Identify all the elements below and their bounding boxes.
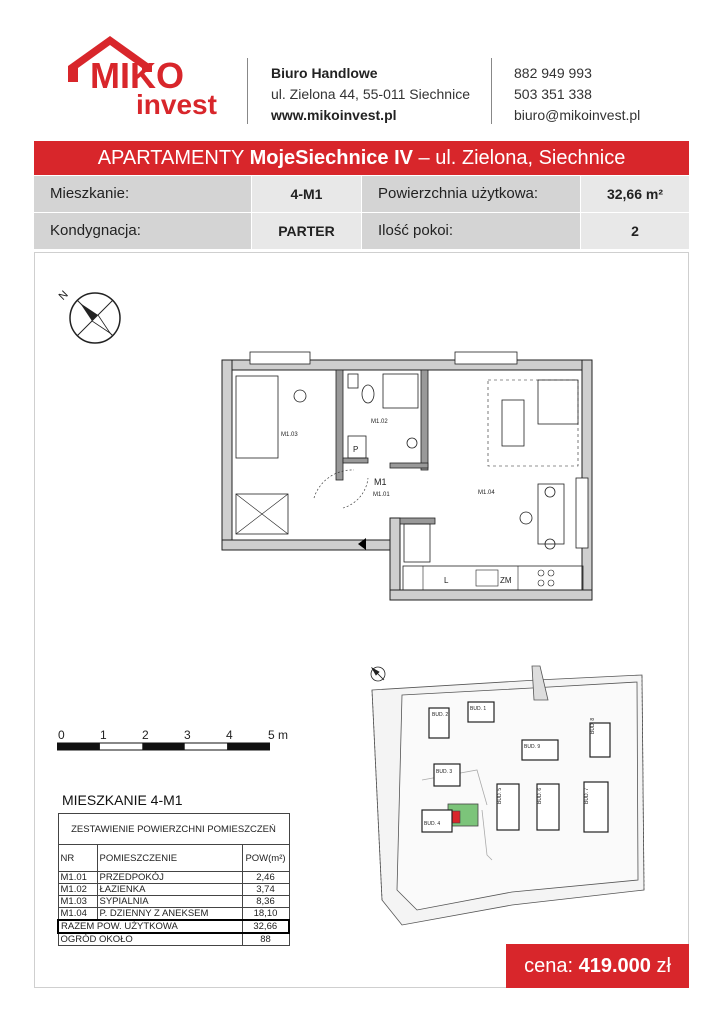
room-label-m1-03: M1.03 xyxy=(281,432,298,438)
info-row-1 xyxy=(34,176,689,212)
total-row xyxy=(58,920,289,933)
compass-icon xyxy=(56,286,126,348)
banner-brand: MojeSiechnice IV xyxy=(249,147,413,169)
building-label: BUD. 9 xyxy=(524,744,541,750)
phone-2[interactable]: 503 351 338 xyxy=(514,86,592,102)
row-nr: M1.01 xyxy=(58,872,97,884)
kitchen-zm-label: ZM xyxy=(500,576,512,585)
col-area: POW(m²) xyxy=(242,845,289,872)
room-label-m1-01: M1.01 xyxy=(373,492,390,498)
row-nr: M1.04 xyxy=(58,908,97,921)
office-contact xyxy=(271,63,470,126)
website-link[interactable]: www.mikoinvest.pl xyxy=(271,107,397,123)
table-row xyxy=(58,872,289,884)
price-value: 419.000 xyxy=(578,955,651,977)
scale-bar xyxy=(57,742,277,752)
total-value: 32,66 xyxy=(242,920,289,933)
table-row xyxy=(58,896,289,908)
building-label: BUD. 1 xyxy=(470,706,487,712)
scale-tick-label: 1 xyxy=(100,728,107,742)
phone-1[interactable]: 882 949 993 xyxy=(514,65,592,81)
kitchen-l-label: L xyxy=(444,576,449,585)
total-label: RAZEM POW. UŻYTKOWA xyxy=(58,920,242,933)
logo-miko-text: MIKO xyxy=(90,55,184,96)
info-row-2 xyxy=(34,213,689,249)
row-area: 8,36 xyxy=(242,896,289,908)
rooms-value: 2 xyxy=(581,213,689,249)
apartment-value: 4-M1 xyxy=(252,176,361,212)
row-nr: M1.02 xyxy=(58,884,97,896)
site-plan xyxy=(362,660,680,935)
row-name: SYPIALNIA xyxy=(97,896,242,908)
scale-tick-label: 2 xyxy=(142,728,149,742)
price-currency: zł xyxy=(650,955,671,977)
row-area: 2,46 xyxy=(242,872,289,884)
scale-tick-label: 0 xyxy=(58,728,65,742)
floor-label: Kondygnacja: xyxy=(34,213,251,249)
building-label: BUD. 7 xyxy=(584,787,590,804)
row-area: 18,10 xyxy=(242,908,289,921)
logo-invest-text: invest xyxy=(136,89,217,120)
building-label: BUD. 2 xyxy=(432,712,449,718)
building-label: BUD. 6 xyxy=(537,787,543,804)
divider xyxy=(491,58,492,124)
scale-tick-label: 3 xyxy=(184,728,191,742)
office-title: Biuro Handlowe xyxy=(271,65,378,81)
email-link[interactable]: biuro@mikoinvest.pl xyxy=(514,107,641,123)
apartment-label: Mieszkanie: xyxy=(34,176,251,212)
divider xyxy=(247,58,248,124)
miko-invest-logo xyxy=(60,30,240,125)
building-label: BUD. 8 xyxy=(590,717,596,734)
banner-suffix: – ul. Zielona, Siechnice xyxy=(412,147,626,169)
banner-prefix: APARTAMENTY xyxy=(97,147,250,169)
room-area-table xyxy=(57,813,290,946)
row-area: 3,74 xyxy=(242,884,289,896)
room-label-m1-04: M1.04 xyxy=(478,490,495,496)
row-name: ŁAZIENKA xyxy=(97,884,242,896)
area-label: Powierzchnia użytkowa: xyxy=(362,176,580,212)
col-room: POMIESZCZENIE xyxy=(97,845,242,872)
scale-tick-label: 5 m xyxy=(268,728,289,742)
row-nr: M1.03 xyxy=(58,896,97,908)
entrance-label: M1 xyxy=(374,477,387,487)
room-label-m1-02: M1.02 xyxy=(371,419,388,425)
row-name: PRZEDPOKÓJ xyxy=(97,872,242,884)
table-row xyxy=(58,884,289,896)
price-badge xyxy=(506,944,689,988)
row-name: P. DZIENNY Z ANEKSEM xyxy=(97,908,242,921)
garden-row xyxy=(58,933,289,946)
garden-label: OGRÓD OKOŁO xyxy=(58,933,242,946)
compass-north-label: N xyxy=(56,288,71,303)
apartment-table-title: MIESZKANIE 4-M1 xyxy=(62,792,183,808)
building-label: BUD. 5 xyxy=(497,787,503,804)
table-heading: ZESTAWIENIE POWIERZCHNI POMIESZCZEŃ xyxy=(58,814,289,845)
garden-value: 88 xyxy=(242,933,289,946)
plan-p-label: P xyxy=(353,445,359,454)
col-nr: NR xyxy=(58,845,97,872)
building-label: BUD. 3 xyxy=(436,769,453,775)
rooms-label: Ilość pokoi: xyxy=(362,213,580,249)
office-address: ul. Zielona 44, 55-011 Siechnice xyxy=(271,86,470,102)
area-value: 32,66 m² xyxy=(581,176,689,212)
building-label: BUD. 4 xyxy=(424,821,441,827)
phone-contact xyxy=(514,63,640,126)
floor-value: PARTER xyxy=(252,213,361,249)
floor-plan xyxy=(218,348,603,603)
table-row xyxy=(58,908,289,921)
scale-tick-label: 4 xyxy=(226,728,233,742)
price-label: cena: xyxy=(524,955,579,977)
title-banner xyxy=(34,141,689,175)
